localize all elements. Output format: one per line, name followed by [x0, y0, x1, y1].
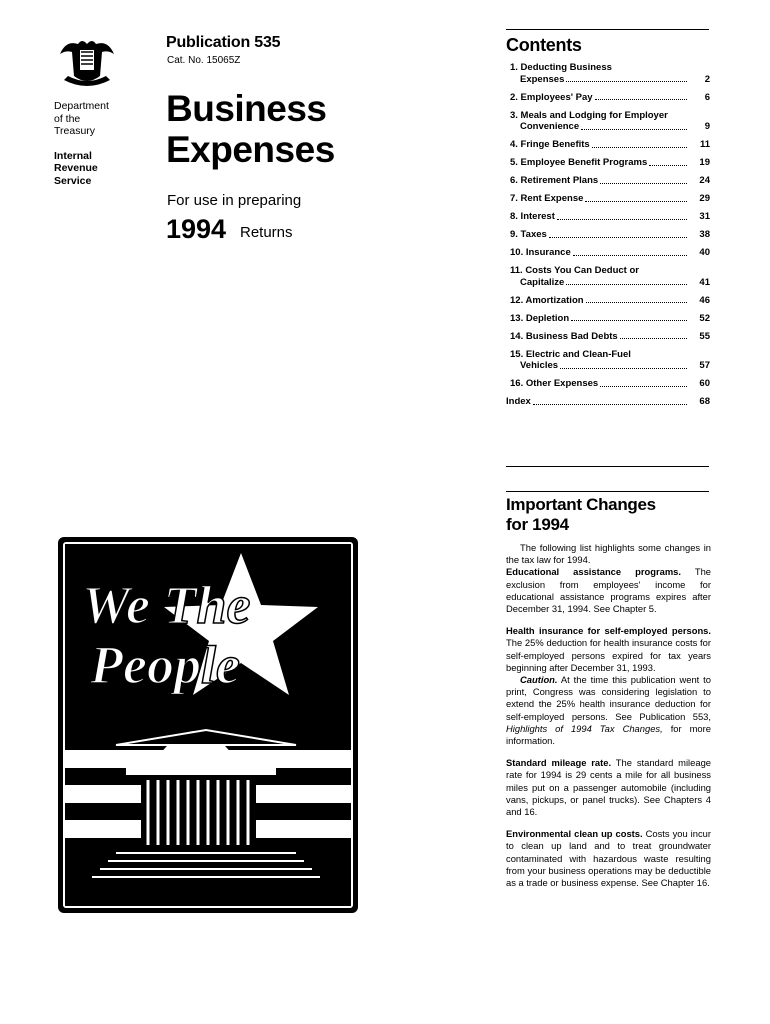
returns-label: Returns	[240, 224, 293, 241]
change-caution	[506, 674, 711, 747]
toc-page-number: 60	[699, 378, 710, 389]
toc-leader	[549, 237, 687, 238]
toc-label: 4. Fringe Benefits	[510, 139, 590, 150]
toc-leader	[533, 404, 687, 405]
divider	[506, 466, 709, 467]
toc-label: 6. Retirement Plans	[510, 175, 599, 186]
toc-label: 5. Employee Benefit Programs	[510, 157, 648, 168]
toc-label: Expenses	[520, 73, 565, 85]
toc-label: 13. Depletion	[510, 312, 570, 324]
table-of-contents	[506, 62, 710, 414]
tax-year: 1994	[166, 214, 227, 244]
change-text: At the time this publication went to print, Congress was considering legislation to extend the 25% health insurance deduction for self-employed persons. See Publication 553,	[506, 674, 711, 722]
divider	[506, 491, 709, 492]
toc-leader	[586, 302, 687, 303]
toc-label: 7. Rent Expense	[510, 193, 584, 204]
toc-page-number: 2	[704, 73, 710, 85]
change-heading: Standard mileage rate.	[506, 757, 612, 769]
contents-title: Contents	[506, 35, 582, 55]
toc-leader	[557, 219, 687, 220]
changes-body	[506, 542, 711, 889]
toc-label: 10. Insurance	[510, 247, 571, 258]
toc-label: 14. Business Bad Debts	[510, 330, 618, 342]
irs-eagle-seal-icon	[56, 36, 118, 90]
caution-heading: Caution.	[520, 674, 558, 686]
toc-page-number: 52	[699, 312, 710, 324]
toc-page-number: 31	[699, 211, 710, 222]
agency-block	[54, 100, 144, 187]
toc-leader	[620, 338, 687, 339]
toc-label: 1. Deducting Business	[510, 62, 612, 73]
toc-label: Convenience	[520, 121, 580, 132]
department-line: of the	[54, 112, 81, 125]
change-heading: Environmental clean up costs.	[506, 828, 643, 840]
toc-label: 15. Electric and Clean-Fuel	[510, 348, 631, 360]
toc-leader	[649, 165, 687, 166]
toc-item	[506, 349, 710, 372]
toc-page-number: 11	[699, 139, 710, 150]
toc-item	[506, 175, 710, 187]
toc-item	[506, 193, 710, 205]
toc-item	[506, 211, 710, 223]
toc-leader	[600, 386, 687, 387]
change-text: The exclusion from employees' income for educational assistance programs expires after December 31, 1994. See Chapter 5.	[506, 566, 711, 615]
toc-leader	[592, 147, 687, 148]
toc-item	[506, 265, 710, 288]
toc-item	[506, 331, 710, 343]
toc-item	[506, 139, 710, 151]
toc-label: Capitalize	[520, 276, 565, 288]
toc-label: 3. Meals and Lodging for Employer	[510, 109, 668, 121]
toc-page-number: 40	[699, 247, 710, 258]
toc-label: 8. Interest	[510, 211, 555, 222]
changes-intro: The following list highlights some changes in the tax law for 1994.	[506, 542, 711, 566]
changes-title-line: for 1994	[506, 515, 569, 534]
toc-page-number: 38	[699, 229, 710, 240]
toc-label: Index	[506, 396, 531, 407]
change-text: for more information.	[506, 722, 711, 747]
toc-item	[506, 295, 710, 307]
toc-label: 9. Taxes	[510, 229, 547, 240]
publication-number: Publication 535	[166, 34, 281, 51]
toc-item	[506, 378, 710, 390]
toc-page-number: 41	[699, 276, 710, 288]
service-line: Internal	[54, 149, 92, 162]
service-line: Revenue	[54, 162, 98, 174]
toc-item	[506, 157, 710, 169]
toc-leader	[600, 183, 687, 184]
use-text: For use in preparing	[167, 192, 302, 209]
toc-item	[506, 313, 710, 325]
toc-page-number: 29	[699, 193, 710, 204]
change-text: The standard mileage rate for 1994 is 29 cents a mile for all business miles put on a passenger automobile (including vans, pickups, or panel trucks). See Chapters 4 and 16.	[506, 757, 711, 818]
toc-label: 2. Employees' Pay	[510, 91, 593, 103]
change-mileage	[506, 757, 711, 818]
department-line: Department	[54, 100, 109, 112]
toc-page-number: 68	[699, 396, 710, 407]
toc-item	[506, 247, 710, 259]
toc-item	[506, 110, 710, 133]
changes-title-line: Important Changes	[506, 495, 656, 514]
page-title	[166, 88, 335, 170]
toc-label: 11. Costs You Can Deduct or	[510, 265, 639, 276]
changes-title	[506, 495, 709, 535]
change-health	[506, 625, 711, 674]
toc-leader	[585, 201, 687, 202]
catalog-number: Cat. No. 15065Z	[167, 55, 241, 66]
change-educational	[506, 566, 711, 615]
title-line: Expenses	[166, 129, 335, 170]
toc-item	[506, 229, 710, 241]
toc-leader	[573, 255, 687, 256]
poster-line-1: We The	[82, 575, 251, 635]
toc-page-number: 46	[699, 294, 710, 306]
toc-page-number: 19	[699, 157, 710, 168]
toc-leader	[566, 284, 687, 285]
department-line: Treasury	[54, 125, 96, 137]
toc-item	[506, 396, 710, 408]
toc-page-number: 9	[704, 121, 710, 132]
change-heading: Health insurance for self-employed persons.	[506, 625, 711, 637]
we-the-people-poster	[56, 535, 360, 915]
toc-leader	[560, 368, 687, 369]
toc-page-number: 24	[699, 175, 710, 186]
change-environmental	[506, 828, 711, 889]
publication-title: Highlights of 1994 Tax Changes,	[506, 722, 663, 734]
service-line: Service	[54, 174, 92, 187]
toc-page-number: 6	[704, 91, 710, 103]
toc-item	[506, 62, 710, 85]
toc-label: 12. Amortization	[510, 294, 584, 306]
toc-label: Vehicles	[520, 360, 559, 371]
toc-page-number: 57	[699, 360, 710, 371]
poster-line-2: People	[90, 635, 240, 695]
toc-leader	[581, 129, 687, 130]
toc-label: 16. Other Expenses	[510, 378, 599, 389]
title-line: Business	[166, 88, 327, 129]
toc-page-number: 55	[699, 330, 710, 342]
toc-leader	[571, 320, 687, 321]
change-heading: Educational assistance programs.	[506, 566, 681, 578]
toc-leader	[595, 99, 687, 100]
change-text: Costs you incur to clean up land and to treat groundwater contaminated with hazardous waste resulting from your business operations may be deductible as a trade or business expense. See Chapter 16.	[506, 828, 712, 889]
toc-leader	[566, 81, 687, 82]
change-text: The 25% deduction for health insurance costs for self-employed persons expired for tax years beginning after December 31, 1993.	[506, 637, 711, 673]
divider	[506, 29, 709, 30]
toc-item	[506, 92, 710, 104]
